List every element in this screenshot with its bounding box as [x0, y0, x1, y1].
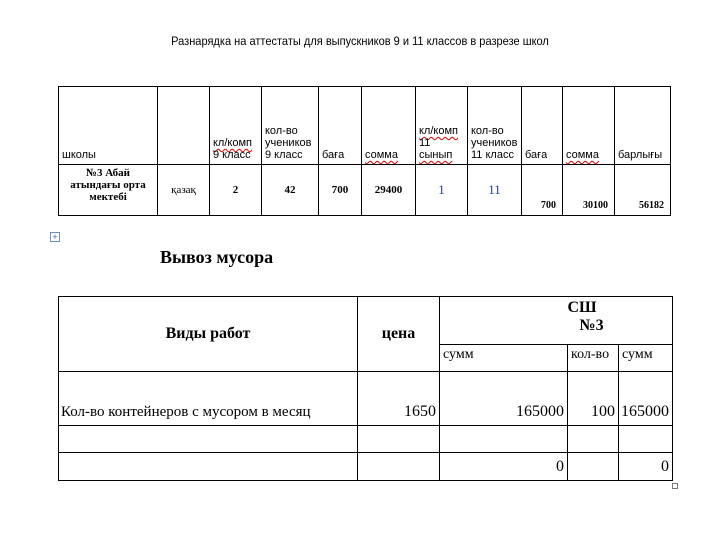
- table-header-row: [59, 87, 671, 165]
- garbage-removal-table: [58, 296, 673, 481]
- cell-sum-9: 29400: [362, 165, 416, 216]
- cell-classes-11: 1: [416, 165, 468, 216]
- cell-lang: қазақ: [158, 165, 210, 216]
- header-blank: [440, 297, 568, 345]
- cell-sum-11: 30100: [563, 165, 615, 216]
- plus-square-icon[interactable]: +: [50, 232, 60, 242]
- header-sum-11: сомма: [563, 87, 615, 165]
- cell-students-11: 11: [468, 165, 522, 216]
- table-row: [59, 453, 673, 481]
- section-title-garbage: Вывоз мусора: [160, 247, 274, 267]
- page-title-allocation: Разнарядка на аттестаты для выпускников 9 и 11 классов в разрезе школ: [171, 34, 549, 48]
- header-price-11: баға: [522, 87, 563, 165]
- header-qty: кол-во: [568, 345, 619, 372]
- header-lang: [158, 87, 210, 165]
- header-school: СШ №3: [568, 297, 673, 345]
- header-work-types: Виды работ: [59, 297, 358, 372]
- header-sum-2: сумм: [619, 345, 673, 372]
- cell-students-9: 42: [262, 165, 319, 216]
- header-price-9: баға: [319, 87, 362, 165]
- header-students-9: кол-во учеников 9 класс: [262, 87, 319, 165]
- cell-empty: [59, 453, 358, 481]
- cell-school: №3 Абай атындағы орта мектебі: [59, 165, 158, 216]
- cell-empty: [568, 426, 619, 453]
- certificate-allocation-table: [58, 86, 671, 216]
- header-school: школы: [59, 87, 158, 165]
- cell-price-9: 700: [319, 165, 362, 216]
- cell-sum-1: 165000: [440, 372, 568, 426]
- header-sum-9: сомма: [362, 87, 416, 165]
- cell-empty: [59, 426, 358, 453]
- cell-classes-9: 2: [210, 165, 262, 216]
- cell-work: Кол-во контейнеров с мусором в месяц: [59, 372, 358, 426]
- cell-price-11: 700: [522, 165, 563, 216]
- cell-total: 56182: [615, 165, 671, 216]
- cell-empty: [568, 453, 619, 481]
- table-header-row: [59, 297, 673, 345]
- cell-price: 1650: [358, 372, 440, 426]
- table-row: [59, 426, 673, 453]
- cell-qty: 100: [568, 372, 619, 426]
- cell-sum-2: 0: [619, 453, 673, 481]
- header-total: барлығы: [615, 87, 671, 165]
- cell-sum-2: 165000: [619, 372, 673, 426]
- header-students-11: кол-во учеников 11 класс: [468, 87, 522, 165]
- header-classes-9: кл/комп 9 класс: [210, 87, 262, 165]
- cell-empty: [358, 426, 440, 453]
- table-row: [59, 165, 671, 216]
- resize-handle-icon[interactable]: [672, 483, 678, 489]
- header-classes-11: кл/комп 11 сынып: [416, 87, 468, 165]
- cell-empty: [440, 426, 568, 453]
- cell-sum-1: 0: [440, 453, 568, 481]
- header-sum-1: сумм: [440, 345, 568, 372]
- cell-empty: [619, 426, 673, 453]
- cell-empty: [358, 453, 440, 481]
- header-price: цена: [358, 297, 440, 372]
- table-row: [59, 372, 673, 426]
